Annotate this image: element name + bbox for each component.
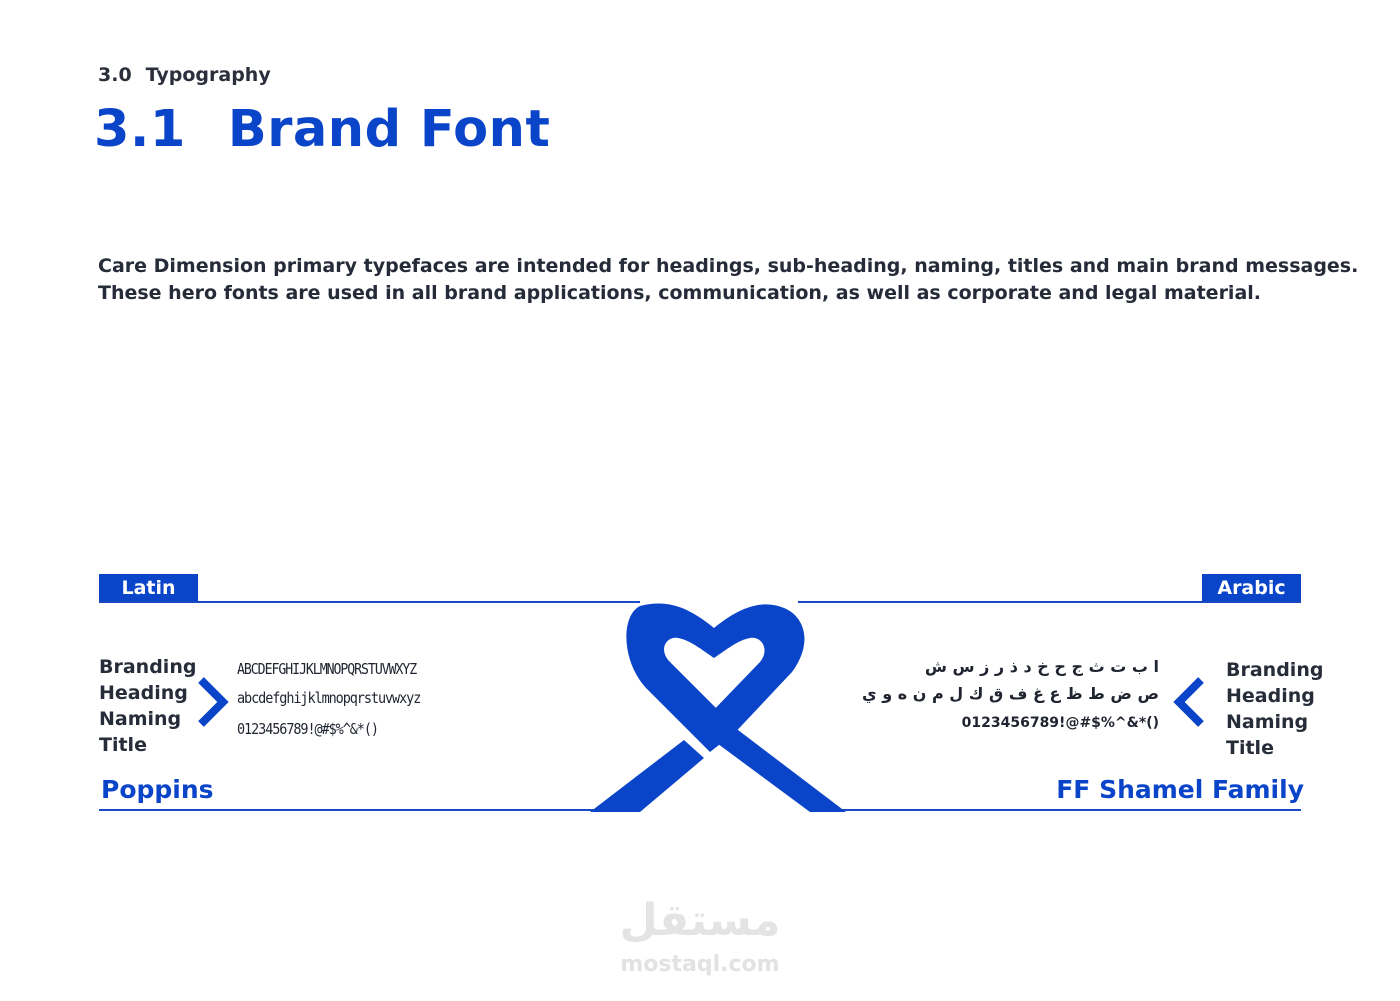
chevron-left-icon bbox=[1172, 676, 1206, 728]
divider-bottom-right bbox=[832, 809, 1301, 811]
latin-lowercase-sample: abcdefghijklmnopqrstuvwxyz bbox=[237, 689, 421, 707]
latin-digits-sample: 0123456789!@#$%^&*() bbox=[237, 720, 378, 738]
latin-use-naming: Naming bbox=[99, 708, 182, 730]
arabic-use-title: Title bbox=[1226, 737, 1274, 759]
divider-top-right bbox=[798, 601, 1301, 603]
arabic-font-name: FF Shamel Family bbox=[1056, 775, 1304, 804]
watermark-url: mostaql.com bbox=[620, 952, 780, 977]
description bbox=[98, 253, 1359, 307]
latin-font-name: Poppins bbox=[101, 775, 214, 804]
logo-shape bbox=[590, 603, 846, 812]
latin-use-branding: Branding bbox=[99, 656, 197, 678]
latin-use-title: Title bbox=[99, 734, 147, 756]
latin-uses-list bbox=[99, 654, 196, 758]
page-title-text: Brand Font bbox=[227, 100, 551, 159]
section-label bbox=[98, 64, 271, 86]
section-number: 3.0 bbox=[98, 64, 132, 86]
page-title-number: 3.1 bbox=[94, 100, 186, 159]
chevron-right-icon bbox=[196, 676, 230, 728]
page-title bbox=[94, 100, 550, 159]
divider-top-left bbox=[99, 601, 640, 603]
latin-tag: Latin bbox=[99, 574, 198, 602]
description-line-2: These hero fonts are used in all brand applications, communication, as well as corporate and legal material. bbox=[98, 282, 1261, 304]
divider-bottom-left bbox=[99, 809, 604, 811]
latin-use-heading: Heading bbox=[99, 682, 188, 704]
latin-uppercase-sample: ABCDEFGHIJKLMNOPQRSTUVWXYZ bbox=[237, 660, 417, 678]
section-title: Typography bbox=[145, 64, 271, 86]
watermark-arabic: مستقل bbox=[619, 895, 781, 946]
heart-ribbon-logo bbox=[588, 600, 848, 812]
arabic-uses-list bbox=[1226, 657, 1323, 761]
arabic-use-branding: Branding bbox=[1226, 659, 1324, 681]
arabic-letters-row-1: ا ب ت ث ج ح خ د ذ ر ز س ش bbox=[924, 657, 1159, 676]
arabic-use-heading: Heading bbox=[1226, 685, 1315, 707]
arabic-tag: Arabic bbox=[1202, 574, 1301, 602]
arabic-digits-sample: 0123456789!@#$%^&*() bbox=[961, 715, 1159, 731]
description-line-1: Care Dimension primary typefaces are intended for headings, sub-heading, naming, titles and main brand messages. bbox=[98, 255, 1359, 277]
arabic-letters-row-2: ص ض ط ظ ع غ ف ق ك ل م ن ه و ي bbox=[862, 684, 1159, 703]
arabic-use-naming: Naming bbox=[1226, 711, 1309, 733]
